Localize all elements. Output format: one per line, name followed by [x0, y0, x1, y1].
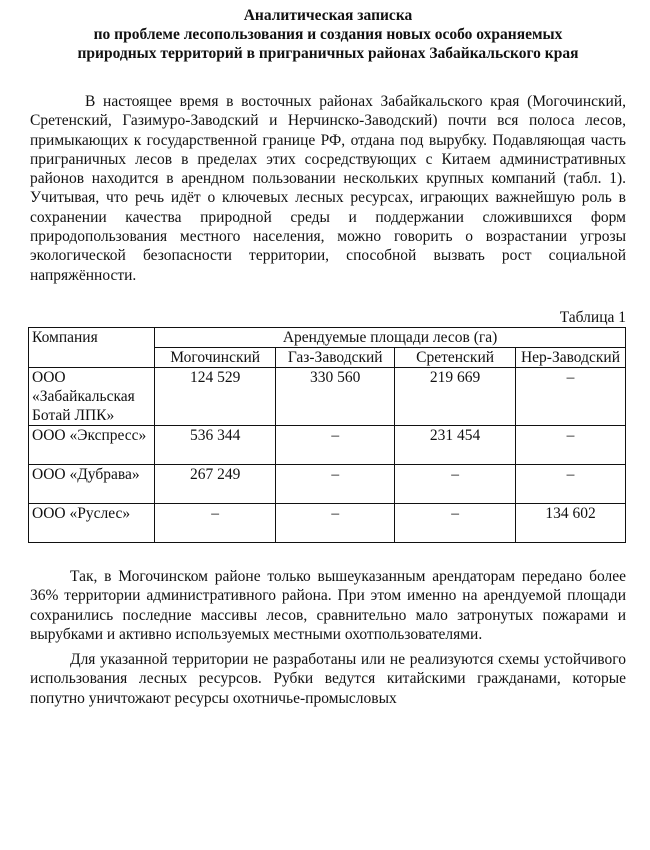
company-cell: ООО «Дубрава»	[29, 464, 155, 503]
company-cell: ООО «Экспресс»	[29, 425, 155, 464]
company-cell: ООО «Забайкальская Ботай ЛПК»	[29, 367, 155, 425]
district-header: Сретенский	[395, 347, 516, 367]
title-line-1: Аналитическая записка	[243, 7, 413, 24]
table-row	[29, 464, 626, 503]
paragraph-mogocha: Так, в Могочинском районе только вышеуказанным арендаторам передано более 36% территории административного района. При этом именно на арендуемой площади сохранились последние массивы лесов, сравнительно мало затронутых пожарами и вырубками и активно используемых местными охотпользователями.	[30, 567, 626, 643]
value-cell: –	[395, 503, 516, 542]
company-column-header: Компания	[29, 327, 155, 367]
lease-table	[28, 327, 626, 543]
value-cell: 267 249	[155, 464, 276, 503]
value-cell: –	[276, 503, 395, 542]
value-cell: –	[516, 425, 626, 464]
value-cell: 536 344	[155, 425, 276, 464]
value-cell: –	[276, 425, 395, 464]
value-cell: 330 560	[276, 367, 395, 425]
value-cell: 124 529	[155, 367, 276, 425]
title-line-3: природных территорий в приграничных районах Забайкальского края	[77, 45, 579, 62]
paragraph-intro: В настоящее время в восточных районах Забайкальского края (Могочинский, Сретенский, Газимуро-Заводский и Нерчинско-Заводский) почти вся полоса лесов, примыкающих к государственной границе РФ, отдана под вырубку. Подавляющая часть приграничных лесов в пределах этих сосредствующих с Китаем административных районов находится в арендном пользовании нескольких крупных компаний (табл. 1). Учитывая, что речь идёт о ключевых лесных ресурсах, играющих важнейшую роль в сохранении качества природной среды и поддержании сложившихся форм природопользования местного населения, можно говорить о возрастании угрозы экологической безопасности территории, способной вызвать рост социальной напряжённости.	[30, 93, 626, 284]
table-row	[29, 503, 626, 542]
table-caption: Таблица 1	[559, 308, 626, 326]
value-cell: 134 602	[516, 503, 626, 542]
table-row	[29, 367, 626, 425]
district-header: Газ-Заводский	[276, 347, 395, 367]
value-cell: –	[155, 503, 276, 542]
value-cell: –	[516, 367, 626, 425]
paragraph-resources: Для указанной территории не разработаны или не реализуются схемы устойчивого использования лесных ресурсов. Рубки ведутся китайскими гражданами, которые попутно уничтожают ресурсы охотничье-промысловых	[30, 651, 626, 707]
company-cell: ООО «Руслес»	[29, 503, 155, 542]
district-header: Могочинский	[155, 347, 276, 367]
lease-area-group-header: Арендуемые площади лесов (га)	[155, 327, 626, 347]
title-line-2: по проблеме лесопользования и создания новых особо охраняемых	[93, 26, 563, 43]
value-cell: –	[516, 464, 626, 503]
document-title	[30, 6, 626, 63]
value-cell: 231 454	[395, 425, 516, 464]
district-header: Нер-Заводский	[516, 347, 626, 367]
document-page	[30, 6, 626, 708]
table-row	[29, 425, 626, 464]
value-cell: 219 669	[395, 367, 516, 425]
value-cell: –	[276, 464, 395, 503]
value-cell: –	[395, 464, 516, 503]
table-header-row	[29, 327, 626, 347]
